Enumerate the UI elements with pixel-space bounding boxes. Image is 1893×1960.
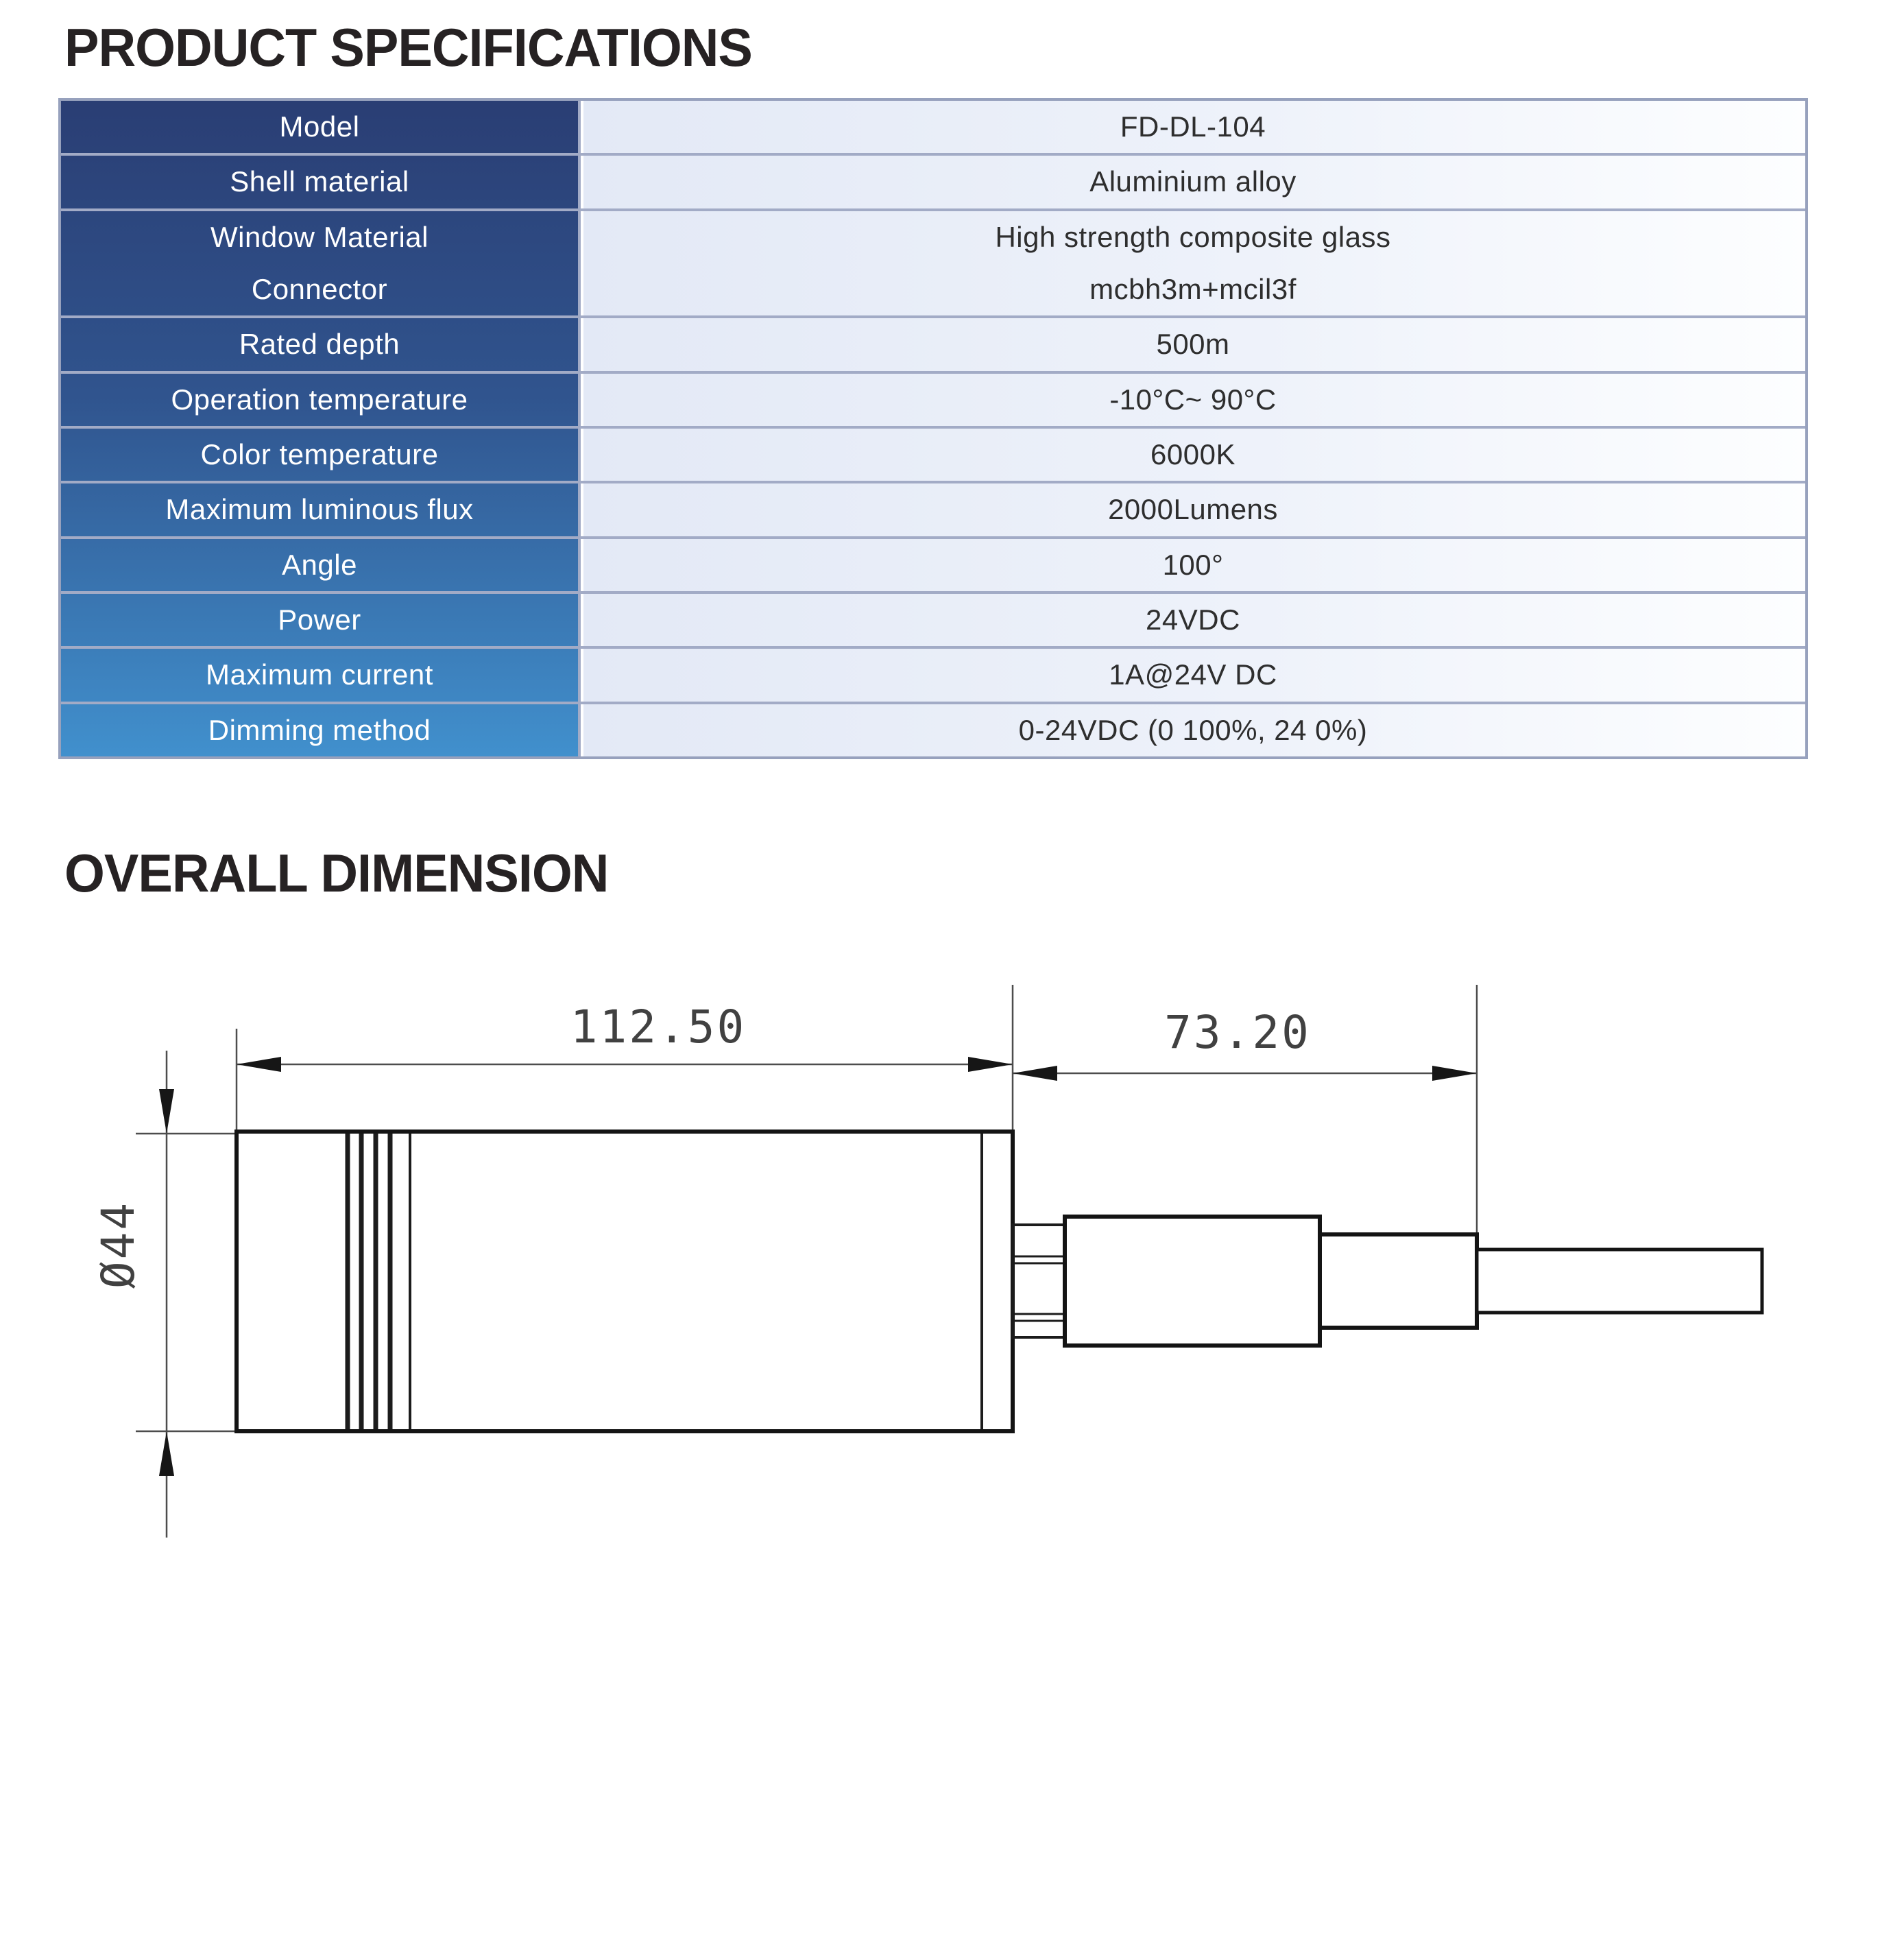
table-row: [61, 594, 1805, 649]
rear-length-label: 73.20: [1164, 1006, 1311, 1059]
arrowhead-left: [1013, 1066, 1057, 1081]
table-row: [61, 374, 1805, 429]
table-row: [61, 649, 1805, 704]
overall-dimension-drawing: [0, 946, 1893, 1687]
spec-label-cell: Operation temperature: [61, 374, 581, 426]
spec-value-cell: Aluminium alloy: [1089, 165, 1297, 198]
spec-label-cell: Dimming method: [61, 704, 581, 756]
diameter-label: Ø44: [92, 1200, 145, 1289]
cable-stub: [1477, 1250, 1762, 1313]
spec-value-cell: 6000K: [1150, 438, 1235, 471]
arrowhead-left: [237, 1057, 281, 1072]
spec-value-cell: 2000Lumens: [1108, 493, 1278, 526]
arrowhead-right: [1432, 1066, 1477, 1081]
table-row: [61, 704, 1805, 756]
spec-label-cell: Maximum current: [61, 649, 581, 701]
spec-label-cell: Color temperature: [61, 429, 581, 481]
body-length-label: 112.50: [570, 1001, 747, 1053]
spec-value-cell: 0-24VDC (0 100%, 24 0%): [1018, 713, 1368, 746]
spec-value-cell: High strength composite glass: [995, 220, 1391, 253]
spec-label-cell: Model: [61, 101, 581, 153]
arrowhead-right: [968, 1057, 1013, 1072]
table-row: [61, 156, 1805, 211]
arrowhead-up: [159, 1431, 174, 1476]
spec-value-cell: -10°C~ 90°C: [1109, 383, 1277, 416]
spec-label-cell: Angle: [61, 539, 581, 591]
spec-label-cell: Power: [61, 594, 581, 646]
spec-label-cell: Shell material: [61, 156, 581, 208]
spec-label-cell: Rated depth: [61, 318, 581, 370]
spec-value-cell: 100°: [1162, 548, 1224, 581]
table-row: [61, 101, 1805, 156]
spec-value-cell: mcbh3m+mcil3f: [1089, 273, 1297, 306]
table-row: [61, 539, 1805, 594]
spec-label-cell: Window Material: [61, 211, 581, 263]
table-row: [61, 429, 1805, 483]
spec-value-cell: 1A@24V DC: [1109, 658, 1277, 691]
connector-shell: [1065, 1217, 1320, 1346]
arrowhead-down: [159, 1089, 174, 1134]
locking-sleeve: [1320, 1234, 1477, 1328]
dimension-section-heading: OVERALL DIMENSION: [64, 843, 609, 903]
lamp-body-outline: [237, 1132, 1013, 1431]
table-row: [61, 483, 1805, 538]
spec-section-heading: PRODUCT SPECIFICATIONS: [64, 17, 752, 77]
product-spec-table: [58, 98, 1808, 759]
table-row: [61, 263, 1805, 318]
spec-value-cell: 500m: [1156, 328, 1230, 361]
table-row: [61, 318, 1805, 373]
table-row: [61, 211, 1805, 263]
spec-label-cell: Maximum luminous flux: [61, 483, 581, 536]
spec-value-cell: 24VDC: [1146, 603, 1240, 636]
spec-label-cell: Connector: [61, 263, 581, 315]
spec-value-cell: FD-DL-104: [1120, 110, 1266, 143]
